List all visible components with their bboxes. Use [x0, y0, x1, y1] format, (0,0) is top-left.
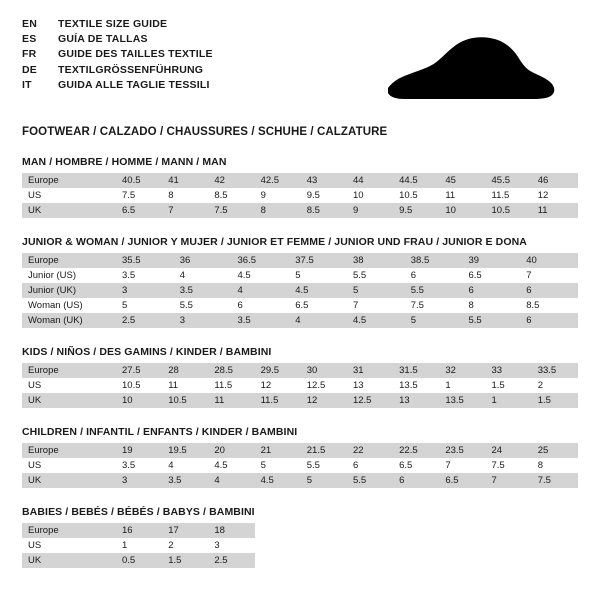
- size-cell: 24: [486, 443, 532, 458]
- size-cell-empty: [439, 523, 485, 538]
- table-row: [22, 378, 578, 393]
- size-cell: 23.5: [439, 443, 485, 458]
- size-cell: 10.5: [116, 378, 162, 393]
- row-label: Europe: [22, 523, 116, 538]
- size-cell: 42: [208, 173, 254, 188]
- size-cell: 22: [347, 443, 393, 458]
- table-row: [22, 458, 578, 473]
- size-cell: 11.5: [486, 188, 532, 203]
- size-cell: 11: [532, 203, 578, 218]
- size-cell: 8: [463, 298, 521, 313]
- size-cell: 6: [405, 268, 463, 283]
- size-cell-empty: [393, 523, 439, 538]
- row-label: Woman (UK): [22, 313, 116, 328]
- size-cell: 1.5: [486, 378, 532, 393]
- section-junior-woman: [22, 236, 578, 328]
- size-cell: 13: [393, 393, 439, 408]
- row-label: Europe: [22, 173, 116, 188]
- size-cell-empty: [393, 553, 439, 568]
- size-table-junior-woman: [22, 253, 578, 328]
- size-cell: 7.5: [532, 473, 578, 488]
- size-cell: 10.5: [393, 188, 439, 203]
- row-label: UK: [22, 203, 116, 218]
- size-cell: 9.5: [301, 188, 347, 203]
- size-cell: 11.5: [208, 378, 254, 393]
- size-cell-empty: [532, 538, 578, 553]
- language-title-list-body: [22, 18, 213, 94]
- size-cell: 1.5: [162, 553, 208, 568]
- size-cell: 11: [439, 188, 485, 203]
- size-table-babies: [22, 523, 578, 568]
- table-row: [22, 538, 578, 553]
- section-title: BABIES / BEBÉS / BÉBÉS / BABYS / BAMBINI: [22, 506, 255, 518]
- row-label: Europe: [22, 443, 116, 458]
- size-cell: 44.5: [393, 173, 439, 188]
- size-cell-empty: [301, 538, 347, 553]
- table-row: [22, 283, 578, 298]
- size-cell: 10: [347, 188, 393, 203]
- size-cell-empty: [532, 553, 578, 568]
- size-cell: 10: [439, 203, 485, 218]
- row-label: UK: [22, 473, 116, 488]
- size-cell: 31.5: [393, 363, 439, 378]
- language-title: GUÍA DE TALLAS: [58, 33, 148, 46]
- size-cell: 3: [116, 283, 174, 298]
- language-title: GUIDE DES TAILLES TEXTILE: [58, 48, 213, 61]
- size-cell: 12: [301, 393, 347, 408]
- size-cell: 5: [289, 268, 347, 283]
- table-row: [22, 298, 578, 313]
- size-cell: 6.5: [393, 458, 439, 473]
- size-cell: 45: [439, 173, 485, 188]
- size-cell: 12: [532, 188, 578, 203]
- size-cell: 3.5: [174, 283, 232, 298]
- size-cell: 13.5: [439, 393, 485, 408]
- size-cell: 12.5: [301, 378, 347, 393]
- size-cell: 11: [162, 378, 208, 393]
- size-cell: 6: [463, 283, 521, 298]
- row-label: US: [22, 538, 116, 553]
- section-children: [22, 426, 578, 488]
- size-cell: 2.5: [116, 313, 174, 328]
- size-cell: 29.5: [255, 363, 301, 378]
- row-label: US: [22, 378, 116, 393]
- size-cell: 3.5: [116, 268, 174, 283]
- size-cell: 7: [347, 298, 405, 313]
- size-cell: 8: [255, 203, 301, 218]
- size-cell: 3.5: [232, 313, 290, 328]
- size-cell: 6.5: [439, 473, 485, 488]
- size-cell: 4.5: [208, 458, 254, 473]
- size-cell: 21: [255, 443, 301, 458]
- size-cell-empty: [255, 553, 301, 568]
- size-cell: 6.5: [289, 298, 347, 313]
- size-cell: 5: [301, 473, 347, 488]
- language-title-list: [22, 18, 213, 94]
- row-label: Junior (US): [22, 268, 116, 283]
- size-cell: 5.5: [347, 473, 393, 488]
- size-cell: 0.5: [116, 553, 162, 568]
- size-cell: 12.5: [347, 393, 393, 408]
- size-cell: 10.5: [486, 203, 532, 218]
- size-cell: 2: [162, 538, 208, 553]
- size-cell: 3: [208, 538, 254, 553]
- size-cell: 19.5: [162, 443, 208, 458]
- size-cell: 36: [174, 253, 232, 268]
- size-cell: 4: [162, 458, 208, 473]
- table-row: [22, 188, 578, 203]
- language-code: ES: [22, 33, 37, 46]
- table-row: [22, 253, 578, 268]
- language-code: IT: [22, 78, 32, 91]
- size-table-man: [22, 173, 578, 218]
- size-cell: 31: [347, 363, 393, 378]
- size-cell: 6: [520, 283, 578, 298]
- size-cell: 4.5: [232, 268, 290, 283]
- size-cell: 4: [289, 313, 347, 328]
- size-cell: 35.5: [116, 253, 174, 268]
- size-cell: 5: [255, 458, 301, 473]
- section-babies: [22, 506, 578, 568]
- size-cell: 3: [116, 473, 162, 488]
- size-cell: 40.5: [116, 173, 162, 188]
- size-cell-empty: [393, 538, 439, 553]
- language-code: DE: [22, 63, 37, 76]
- language-row: [22, 18, 213, 33]
- language-row: [22, 64, 213, 79]
- table-row: [22, 393, 578, 408]
- size-cell: 5.5: [347, 268, 405, 283]
- size-cell: 5.5: [463, 313, 521, 328]
- table-row: [22, 553, 578, 568]
- size-cell: 10.5: [162, 393, 208, 408]
- size-cell: 36.5: [232, 253, 290, 268]
- size-cell: 38: [347, 253, 405, 268]
- size-cell: 5.5: [301, 458, 347, 473]
- size-cell: 1: [486, 393, 532, 408]
- size-cell: 1: [439, 378, 485, 393]
- size-cell: 7.5: [486, 458, 532, 473]
- size-cell: 8.5: [208, 188, 254, 203]
- size-cell: 6: [347, 458, 393, 473]
- size-cell: 9: [347, 203, 393, 218]
- size-cell: 13: [347, 378, 393, 393]
- section-title: CHILDREN / INFANTIL / ENFANTS / KINDER / BAMBINI: [22, 426, 298, 438]
- size-cell: 38.5: [405, 253, 463, 268]
- size-cell: 10: [116, 393, 162, 408]
- size-cell: 6: [232, 298, 290, 313]
- table-row: [22, 268, 578, 283]
- size-cell: 1.5: [532, 393, 578, 408]
- size-cell-empty: [486, 538, 532, 553]
- size-cell: 6: [393, 473, 439, 488]
- size-cell: 4: [232, 283, 290, 298]
- size-cell: 33: [486, 363, 532, 378]
- size-cell: 39: [463, 253, 521, 268]
- size-cell-empty: [439, 553, 485, 568]
- row-label: US: [22, 458, 116, 473]
- section-title: JUNIOR & WOMAN / JUNIOR Y MUJER / JUNIOR ET FEMME / JUNIOR UND FRAU / JUNIOR E DONA: [22, 236, 527, 248]
- size-cell: 11: [208, 393, 254, 408]
- size-cell: 4: [208, 473, 254, 488]
- size-cell: 30: [301, 363, 347, 378]
- language-title: TEXTILE SIZE GUIDE: [58, 18, 168, 30]
- language-code: FR: [22, 48, 37, 61]
- size-cell: 8: [532, 458, 578, 473]
- size-cell: 7: [162, 203, 208, 218]
- size-cell: 7.5: [208, 203, 254, 218]
- size-cell: 42.5: [255, 173, 301, 188]
- table-row: [22, 173, 578, 188]
- size-cell: 11.5: [255, 393, 301, 408]
- size-cell: 4.5: [347, 313, 405, 328]
- size-cell: 5: [116, 298, 174, 313]
- language-code: EN: [22, 18, 37, 30]
- size-cell: 16: [116, 523, 162, 538]
- table-row: [22, 313, 578, 328]
- size-cell: 9: [255, 188, 301, 203]
- size-cell-empty: [301, 553, 347, 568]
- size-cell: 13.5: [393, 378, 439, 393]
- table-row: [22, 523, 578, 538]
- size-cell: 27.5: [116, 363, 162, 378]
- size-cell: 28: [162, 363, 208, 378]
- size-cell: 1: [116, 538, 162, 553]
- language-row: [22, 79, 213, 94]
- language-row: [22, 48, 213, 63]
- size-cell: 4.5: [289, 283, 347, 298]
- size-cell: 44: [347, 173, 393, 188]
- section-kids: [22, 346, 578, 408]
- size-cell: 32: [439, 363, 485, 378]
- size-cell: 19: [116, 443, 162, 458]
- size-cell: 5.5: [405, 283, 463, 298]
- size-cell-empty: [439, 538, 485, 553]
- size-cell: 41: [162, 173, 208, 188]
- row-label: UK: [22, 553, 116, 568]
- size-cell: 45.5: [486, 173, 532, 188]
- size-cell: 7.5: [116, 188, 162, 203]
- size-cell: 28.5: [208, 363, 254, 378]
- table-row: [22, 443, 578, 458]
- size-cell: 17: [162, 523, 208, 538]
- size-cell-empty: [255, 538, 301, 553]
- category-heading: FOOTWEAR / CALZADO / CHAUSSURES / SCHUHE / CALZATURE: [22, 126, 388, 138]
- size-cell: 20: [208, 443, 254, 458]
- size-cell: 7.5: [405, 298, 463, 313]
- size-cell: 22.5: [393, 443, 439, 458]
- size-cell: 3.5: [116, 458, 162, 473]
- size-cell: 33.5: [532, 363, 578, 378]
- size-cell: 6.5: [116, 203, 162, 218]
- row-label: Europe: [22, 363, 116, 378]
- size-cell-empty: [532, 523, 578, 538]
- size-cell-empty: [347, 523, 393, 538]
- size-cell: 8: [162, 188, 208, 203]
- table-row: [22, 363, 578, 378]
- size-cell: 12: [255, 378, 301, 393]
- size-cell-empty: [255, 523, 301, 538]
- size-cell: 25: [532, 443, 578, 458]
- size-cell: 40: [520, 253, 578, 268]
- size-cell: 2.5: [208, 553, 254, 568]
- page-header: [22, 18, 578, 110]
- size-cell-empty: [347, 553, 393, 568]
- size-cell: 5: [405, 313, 463, 328]
- row-label: US: [22, 188, 116, 203]
- size-cell: 4: [174, 268, 232, 283]
- section-title: KIDS / NIÑOS / DES GAMINS / KINDER / BAMBINI: [22, 346, 272, 358]
- row-label: UK: [22, 393, 116, 408]
- size-cell: 21.5: [301, 443, 347, 458]
- row-label: Junior (UK): [22, 283, 116, 298]
- size-cell: 7: [486, 473, 532, 488]
- size-cell: 4.5: [255, 473, 301, 488]
- row-label: Woman (US): [22, 298, 116, 313]
- size-cell: 7: [520, 268, 578, 283]
- size-cell-empty: [347, 538, 393, 553]
- language-title: TEXTILGRÖSSENFÜHRUNG: [58, 63, 204, 76]
- size-cell-empty: [301, 523, 347, 538]
- size-cell: 2: [532, 378, 578, 393]
- size-cell: 6: [520, 313, 578, 328]
- language-row: [22, 33, 213, 48]
- size-cell: 18: [208, 523, 254, 538]
- size-cell: 37.5: [289, 253, 347, 268]
- language-title: GUIDA ALLE TAGLIE TESSILI: [58, 78, 210, 91]
- size-cell: 5.5: [174, 298, 232, 313]
- size-table-kids: [22, 363, 578, 408]
- size-cell-empty: [486, 523, 532, 538]
- size-cell: 3.5: [162, 473, 208, 488]
- size-cell: 46: [532, 173, 578, 188]
- size-cell: 8.5: [520, 298, 578, 313]
- size-cell: 8.5: [301, 203, 347, 218]
- size-cell: 6.5: [463, 268, 521, 283]
- row-label: Europe: [22, 253, 116, 268]
- size-cell: 5: [347, 283, 405, 298]
- size-cell: 9.5: [393, 203, 439, 218]
- section-title: MAN / HOMBRE / HOMME / MANN / MAN: [22, 156, 227, 168]
- dress-shoe-icon: [374, 30, 564, 110]
- table-row: [22, 473, 578, 488]
- size-cell: 3: [174, 313, 232, 328]
- size-table-children: [22, 443, 578, 488]
- size-cell-empty: [486, 553, 532, 568]
- size-cell: 43: [301, 173, 347, 188]
- table-row: [22, 203, 578, 218]
- section-man: [22, 156, 578, 218]
- size-cell: 7: [439, 458, 485, 473]
